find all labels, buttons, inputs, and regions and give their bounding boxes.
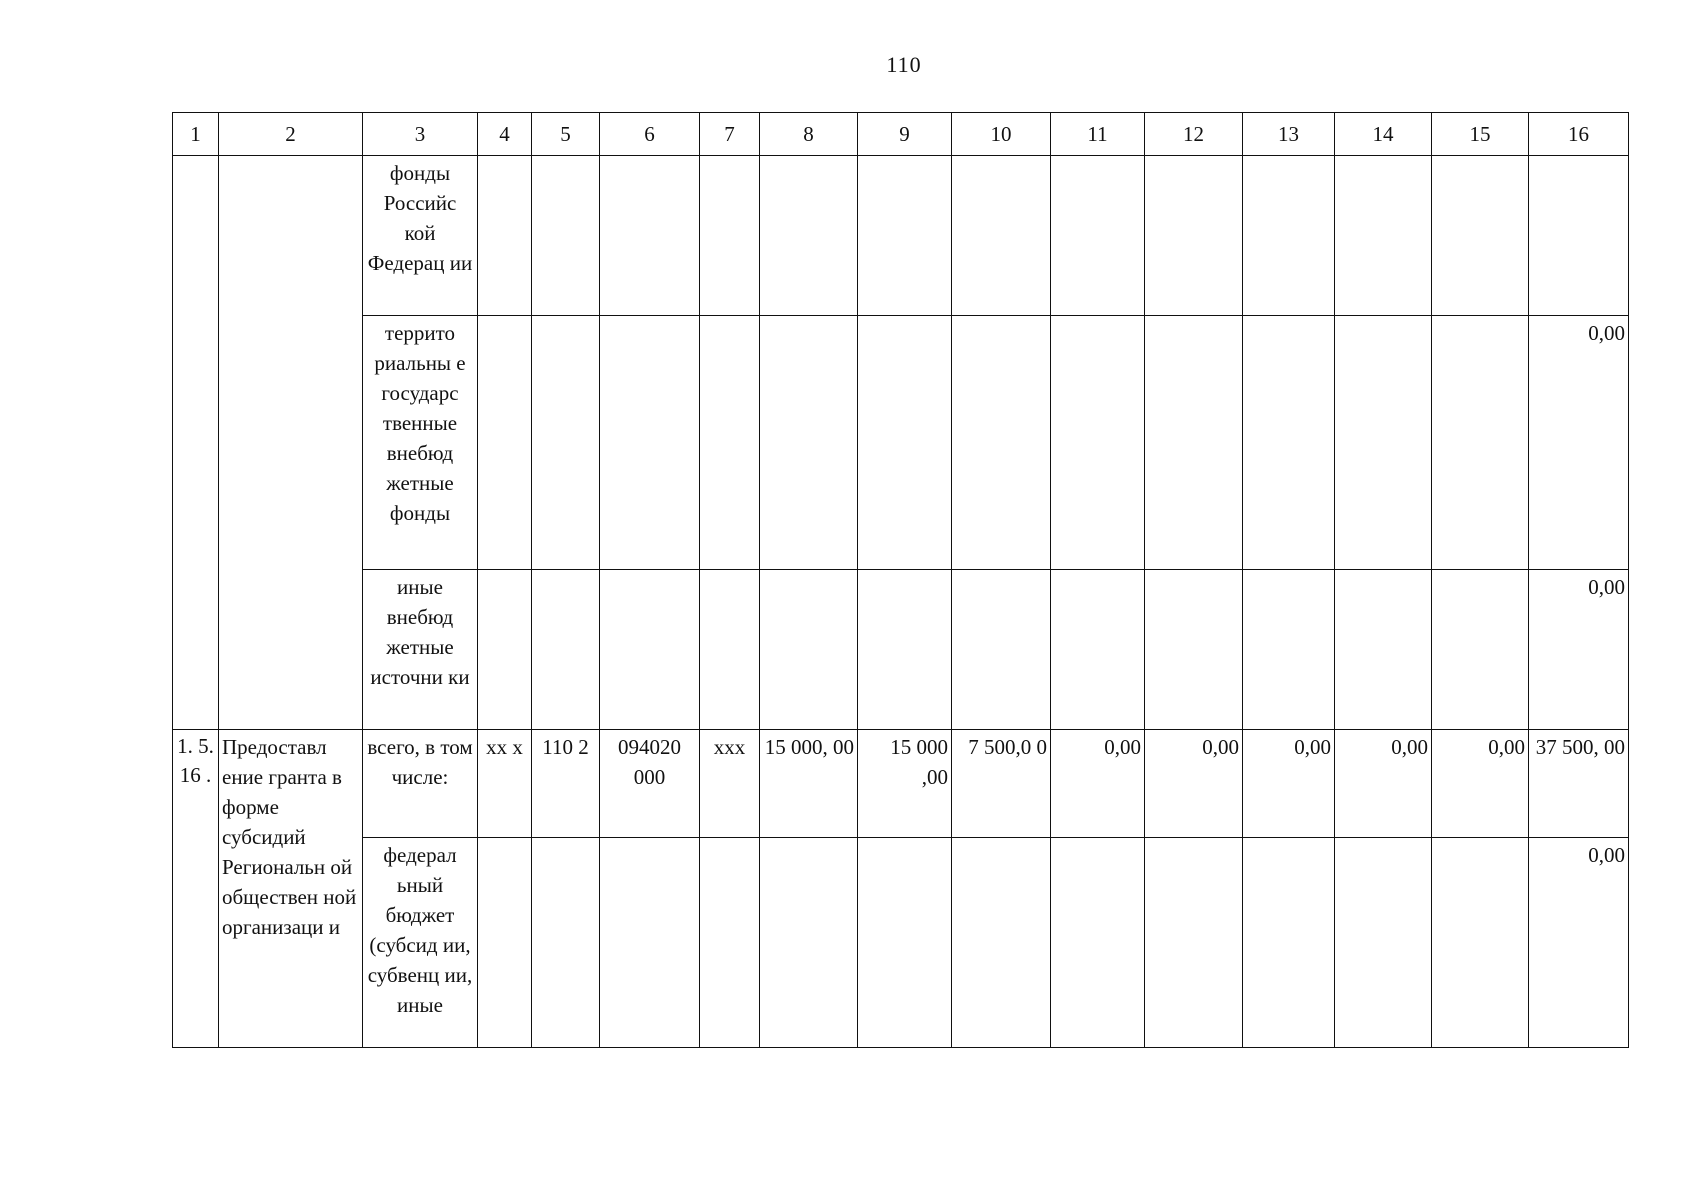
table-cell <box>760 316 858 570</box>
header-cell: 2 <box>219 113 363 156</box>
table-cell <box>760 156 858 316</box>
table-cell <box>219 156 363 730</box>
table-cell <box>1051 316 1145 570</box>
table-cell <box>478 316 532 570</box>
table-cell <box>600 316 700 570</box>
table-cell <box>532 838 600 1048</box>
table-cell <box>700 838 760 1048</box>
source-label: всего, в том числе: <box>363 730 478 838</box>
amount-cell: 0,00 <box>1051 730 1145 838</box>
header-cell: 4 <box>478 113 532 156</box>
table-cell <box>700 570 760 730</box>
table-cell <box>478 156 532 316</box>
table-row <box>173 316 1629 570</box>
table-cell <box>760 838 858 1048</box>
budget-table <box>172 112 1629 1048</box>
table-cell <box>1145 570 1243 730</box>
table-cell <box>760 570 858 730</box>
table-cell <box>532 570 600 730</box>
table-row <box>173 730 1629 838</box>
page-number: 110 <box>886 52 922 77</box>
table-cell <box>1243 570 1335 730</box>
table-cell <box>858 570 952 730</box>
amount-cell: 0,00 <box>1432 730 1529 838</box>
header-cell: 7 <box>700 113 760 156</box>
total-value <box>1529 156 1629 316</box>
table-cell <box>1432 156 1529 316</box>
table-cell <box>478 570 532 730</box>
total-value: 0,00 <box>1529 570 1629 730</box>
table-cell <box>952 316 1051 570</box>
code-cell: 110 2 <box>532 730 600 838</box>
item-number: 1. 5. 16 . <box>173 730 219 1048</box>
table-cell <box>532 316 600 570</box>
table-cell <box>700 316 760 570</box>
table-cell <box>952 156 1051 316</box>
table-cell <box>173 156 219 730</box>
header-cell: 13 <box>1243 113 1335 156</box>
table-cell <box>858 838 952 1048</box>
table-cell <box>600 838 700 1048</box>
table-cell <box>478 838 532 1048</box>
table-cell <box>858 316 952 570</box>
item-description: Предоставл ение гранта в форме субсидий Региональн ой обществен ной организаци и <box>219 730 363 1048</box>
table-cell <box>532 156 600 316</box>
table-cell <box>1335 838 1432 1048</box>
code-cell: ххх <box>700 730 760 838</box>
table-cell <box>1335 570 1432 730</box>
table-cell <box>1432 570 1529 730</box>
table-cell <box>1145 156 1243 316</box>
table-cell <box>1335 156 1432 316</box>
source-label: фонды Российс кой Федерац ии <box>363 156 478 316</box>
header-cell: 16 <box>1529 113 1629 156</box>
table-row <box>173 570 1629 730</box>
total-value: 0,00 <box>1529 316 1629 570</box>
table-cell <box>952 570 1051 730</box>
header-cell: 9 <box>858 113 952 156</box>
table-row <box>173 838 1629 1048</box>
source-label: иные внебюд жетные источни ки <box>363 570 478 730</box>
table-cell <box>952 838 1051 1048</box>
table-cell <box>600 570 700 730</box>
table-cell <box>600 156 700 316</box>
table-cell <box>1243 316 1335 570</box>
header-cell: 3 <box>363 113 478 156</box>
source-label: федерал ьный бюджет (субсид ии, субвенц ии, иные <box>363 838 478 1048</box>
header-cell: 11 <box>1051 113 1145 156</box>
table-cell <box>1432 316 1529 570</box>
table-cell <box>700 156 760 316</box>
amount-cell: 15 000, 00 <box>760 730 858 838</box>
code-cell: 094020 000 <box>600 730 700 838</box>
code-cell: хх х <box>478 730 532 838</box>
table-cell <box>1145 316 1243 570</box>
header-cell: 1 <box>173 113 219 156</box>
total-value: 0,00 <box>1529 838 1629 1048</box>
amount-cell: 0,00 <box>1335 730 1432 838</box>
table-cell <box>1051 156 1145 316</box>
table-cell <box>1051 570 1145 730</box>
header-cell: 10 <box>952 113 1051 156</box>
total-value: 37 500, 00 <box>1529 730 1629 838</box>
amount-cell: 7 500,0 0 <box>952 730 1051 838</box>
table-row <box>173 156 1629 316</box>
header-cell: 5 <box>532 113 600 156</box>
amount-cell: 0,00 <box>1243 730 1335 838</box>
source-label: террито риальны е государс твенные внебюд жетные фонды <box>363 316 478 570</box>
header-row <box>173 113 1629 156</box>
header-cell: 14 <box>1335 113 1432 156</box>
table-cell <box>1335 316 1432 570</box>
header-cell: 6 <box>600 113 700 156</box>
table-cell <box>1243 156 1335 316</box>
header-cell: 8 <box>760 113 858 156</box>
header-cell: 12 <box>1145 113 1243 156</box>
table-cell <box>1145 838 1243 1048</box>
table-cell <box>1432 838 1529 1048</box>
amount-cell: 15 000 ,00 <box>858 730 952 838</box>
table-cell <box>858 156 952 316</box>
table-cell <box>1051 838 1145 1048</box>
amount-cell: 0,00 <box>1145 730 1243 838</box>
header-cell: 15 <box>1432 113 1529 156</box>
table-cell <box>1243 838 1335 1048</box>
